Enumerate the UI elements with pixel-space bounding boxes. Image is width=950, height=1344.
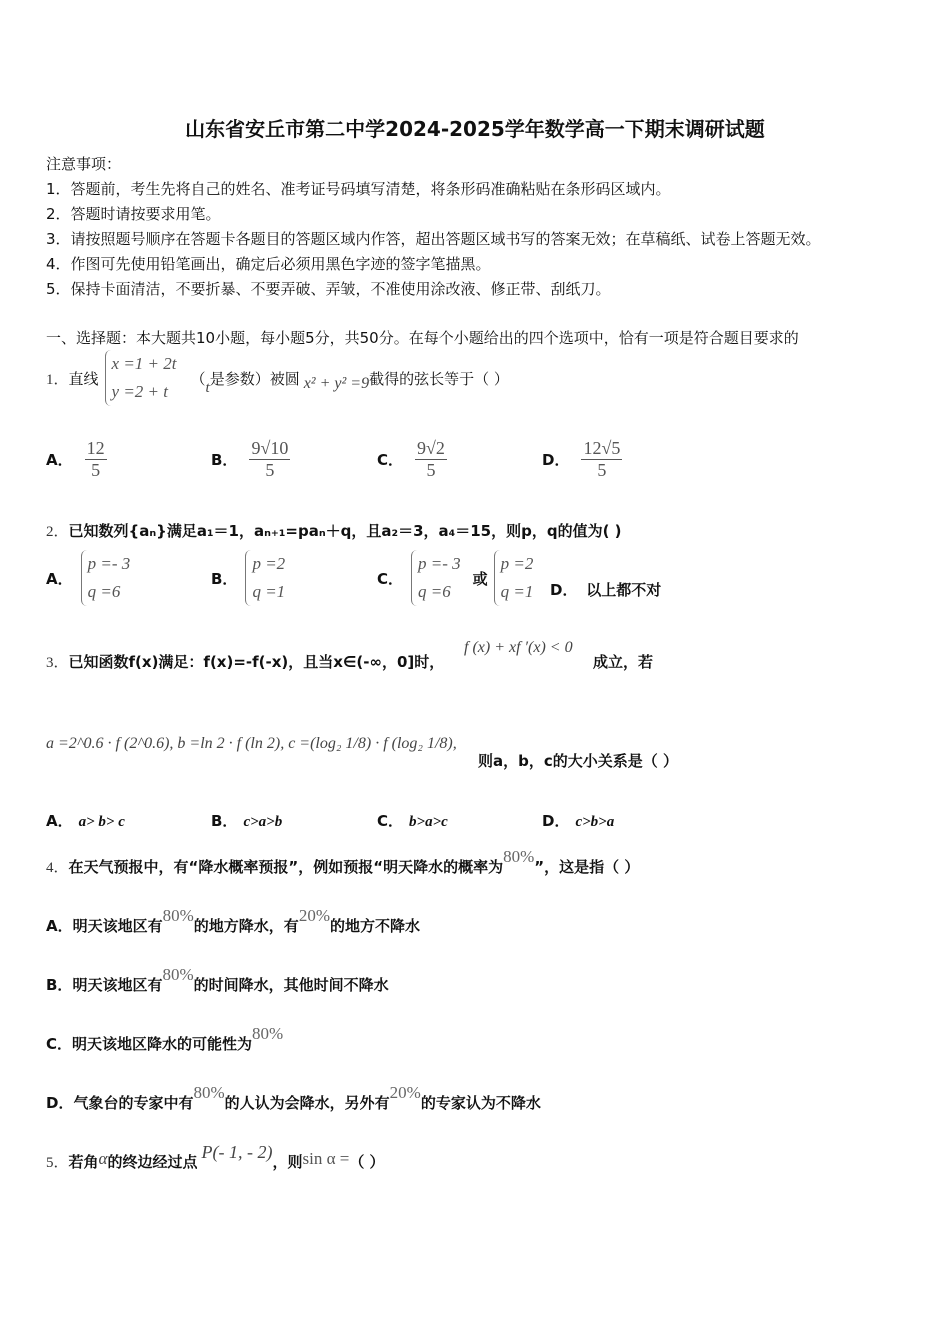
q3-text-2: 成立，若 xyxy=(593,653,654,671)
q2-option-a[interactable] xyxy=(46,550,130,606)
option-text: 的地方不降水 xyxy=(329,917,420,935)
question-3 xyxy=(46,651,444,672)
q1-option-c-fraction: $\frac{9√2}{5}$ xyxy=(417,438,445,480)
q3-text-3: 则a，b，c的大小关系是（ ） xyxy=(478,752,678,770)
notice-item-3: 3．请按照题号顺序在答题卡各题目的答题区域内作答，超出答题区域书写的答案无效；在草稿纸、试卷上答题无效。 xyxy=(46,230,821,248)
question-3-number: 3． xyxy=(46,655,69,671)
option-label: A． xyxy=(46,569,73,588)
q1-option-c[interactable] xyxy=(377,438,447,480)
option-label: A． xyxy=(46,812,73,830)
option-label: A． xyxy=(46,450,73,469)
q4-percent-80: 80% xyxy=(503,847,535,866)
option-text: 的时间降水，其他时间不降水 xyxy=(193,976,389,994)
q2-option-b[interactable] xyxy=(211,550,285,606)
q2-option-c-system-1: p =- 3 q =6 xyxy=(411,550,461,606)
option-text: c>a>b xyxy=(243,814,283,830)
option-label: D． xyxy=(542,450,570,469)
q3-option-a[interactable] xyxy=(46,810,125,831)
q1-option-b[interactable] xyxy=(211,438,290,480)
question-5 xyxy=(46,1142,385,1172)
q3-option-c[interactable] xyxy=(377,810,448,831)
option-label: A． xyxy=(46,917,73,935)
q1-option-d-fraction: $\frac{12√5}{5}$ xyxy=(583,438,621,480)
option-label: B． xyxy=(46,976,73,994)
notice-item-5: 5．保持卡面清洁，不要折暴、不要弄破、弄皱，不准使用涂改液、修正带、刮纸刀。 xyxy=(46,280,611,298)
q1-text-2: （ xyxy=(190,369,206,388)
q2-option-c-system-2: p =2 q =1 xyxy=(494,550,534,606)
q1-text-1: 直线 xyxy=(68,369,99,388)
q1-option-b-fraction: $\frac{9√10}{5}$ xyxy=(251,438,289,480)
q1-circle: x² + y² =9 xyxy=(303,375,370,392)
option-label: C． xyxy=(377,450,404,469)
q2-option-c[interactable] xyxy=(377,550,533,606)
q4-option-a[interactable] xyxy=(46,906,420,936)
q3-option-d[interactable] xyxy=(542,810,614,831)
option-label: B． xyxy=(211,569,238,588)
option-label: B． xyxy=(211,812,238,830)
option-text: 明天该地区有 xyxy=(72,976,163,994)
q2-option-d[interactable] xyxy=(550,579,661,600)
notice-item-1: 1．答题前，考生先将自己的姓名、准考证号码填写清楚，将条形码准确粘贴在条形码区域内。 xyxy=(46,180,671,198)
q2-option-d-text: 以上都不对 xyxy=(586,581,662,599)
q2-option-b-system: p =2 q =1 xyxy=(245,550,285,606)
option-text: 明天该地区降水的可能性为 xyxy=(72,1035,253,1053)
notice-item-4: 4．作图可先使用铅笔画出，确定后必须用黑色字迹的签字笔描黑。 xyxy=(46,255,491,273)
option-label: C． xyxy=(377,569,404,588)
notice-item-2: 2．答题时请按要求用笔。 xyxy=(46,205,221,223)
option-label: D． xyxy=(550,581,578,599)
q4-option-c[interactable] xyxy=(46,1024,284,1054)
q4-option-b[interactable] xyxy=(46,965,389,995)
percent: 20% xyxy=(389,1083,421,1102)
q2-text: 已知数列{aₙ}满足a₁＝1，aₙ₊₁=paₙ＋q，且a₂＝3，a₄＝15，则p，q的值为( ) xyxy=(68,522,622,540)
q5-point: P(- 1, - 2) xyxy=(201,1142,273,1162)
option-label: C． xyxy=(377,812,404,830)
q3-text-1: 已知函数f(x)满足：f(x)=-f(-x)，且当x∈(-∞，0]时， xyxy=(68,653,445,671)
q5-sin-expression: sin α = xyxy=(302,1148,350,1168)
option-text: a> b> c xyxy=(78,814,125,830)
percent: 80% xyxy=(252,1024,284,1043)
question-4 xyxy=(46,847,640,877)
percent: 80% xyxy=(162,965,194,984)
option-text: 气象台的专家中有 xyxy=(73,1094,194,1112)
percent: 80% xyxy=(162,906,194,925)
question-2 xyxy=(46,520,622,541)
q1-system-x: x =1 + 2t xyxy=(111,354,177,373)
percent: 20% xyxy=(298,906,330,925)
q1-param: t xyxy=(205,379,210,396)
q3-option-b[interactable] xyxy=(211,810,282,831)
option-label: C． xyxy=(46,1035,73,1053)
option-text: c>b>a xyxy=(575,814,615,830)
question-4-number: 4． xyxy=(46,860,69,876)
q3-expression: a =2^0.6 · f (2^0.6), b =ln 2 · f (ln 2), c =(log₂ 1/8) · f (log₂ 1/8), xyxy=(46,735,457,752)
q3-condition: f (x) + xf ′(x) < 0 xyxy=(464,639,573,656)
q1-system-y: y =2 + t xyxy=(111,382,168,401)
q1-option-d[interactable] xyxy=(542,438,622,480)
q1-line-system xyxy=(105,350,177,406)
q4-text-1: 在天气预报中，有“降水概率预报”，例如预报“明天降水的概率为 xyxy=(68,858,504,876)
option-label: D． xyxy=(46,1094,74,1112)
q5-text-2: 的终边经过点 xyxy=(107,1153,198,1171)
q1-option-a[interactable] xyxy=(46,438,107,480)
q5-text-4: （ ） xyxy=(349,1153,385,1171)
q4-text-2: ”，这是指（ ） xyxy=(534,858,640,876)
question-2-number: 2． xyxy=(46,524,69,540)
q1-option-a-fraction: $\frac{12}{5}$ xyxy=(86,438,105,480)
option-text: 的专家认为不降水 xyxy=(420,1094,541,1112)
q1-text-4: 截得的弦长等于（ ） xyxy=(369,369,509,388)
question-1-number: 1． xyxy=(46,371,69,388)
section-heading: 一、选择题：本大题共10小题，每小题5分，共50分。在每个小题给出的四个选项中，恰有一项是符合题目要求的 xyxy=(46,329,799,347)
question-5-number: 5． xyxy=(46,1155,69,1171)
option-label: B． xyxy=(211,450,238,469)
option-text: b>a>c xyxy=(409,814,448,830)
q2-option-a-system: p =- 3 q =6 xyxy=(81,550,131,606)
question-1 xyxy=(46,350,509,406)
q5-text-3: ，则 xyxy=(272,1153,303,1171)
notice-heading: 注意事项： xyxy=(46,155,122,173)
q1-text-3: 是参数）被圆 xyxy=(209,369,300,388)
option-text: 的地方降水，有 xyxy=(193,917,299,935)
page-title: 山东省安丘市第二中学2024-2025学年数学高一下期末调研试题 xyxy=(185,117,765,141)
option-text: 的人认为会降水，另外有 xyxy=(224,1094,390,1112)
option-text: 明天该地区有 xyxy=(72,917,163,935)
q5-text-1: 若角 xyxy=(68,1153,99,1171)
q5-alpha: α xyxy=(98,1148,108,1168)
q2-option-c-or: 或 xyxy=(472,569,488,588)
option-label: D． xyxy=(542,812,570,830)
percent: 80% xyxy=(193,1083,225,1102)
q4-option-d[interactable] xyxy=(46,1083,541,1113)
